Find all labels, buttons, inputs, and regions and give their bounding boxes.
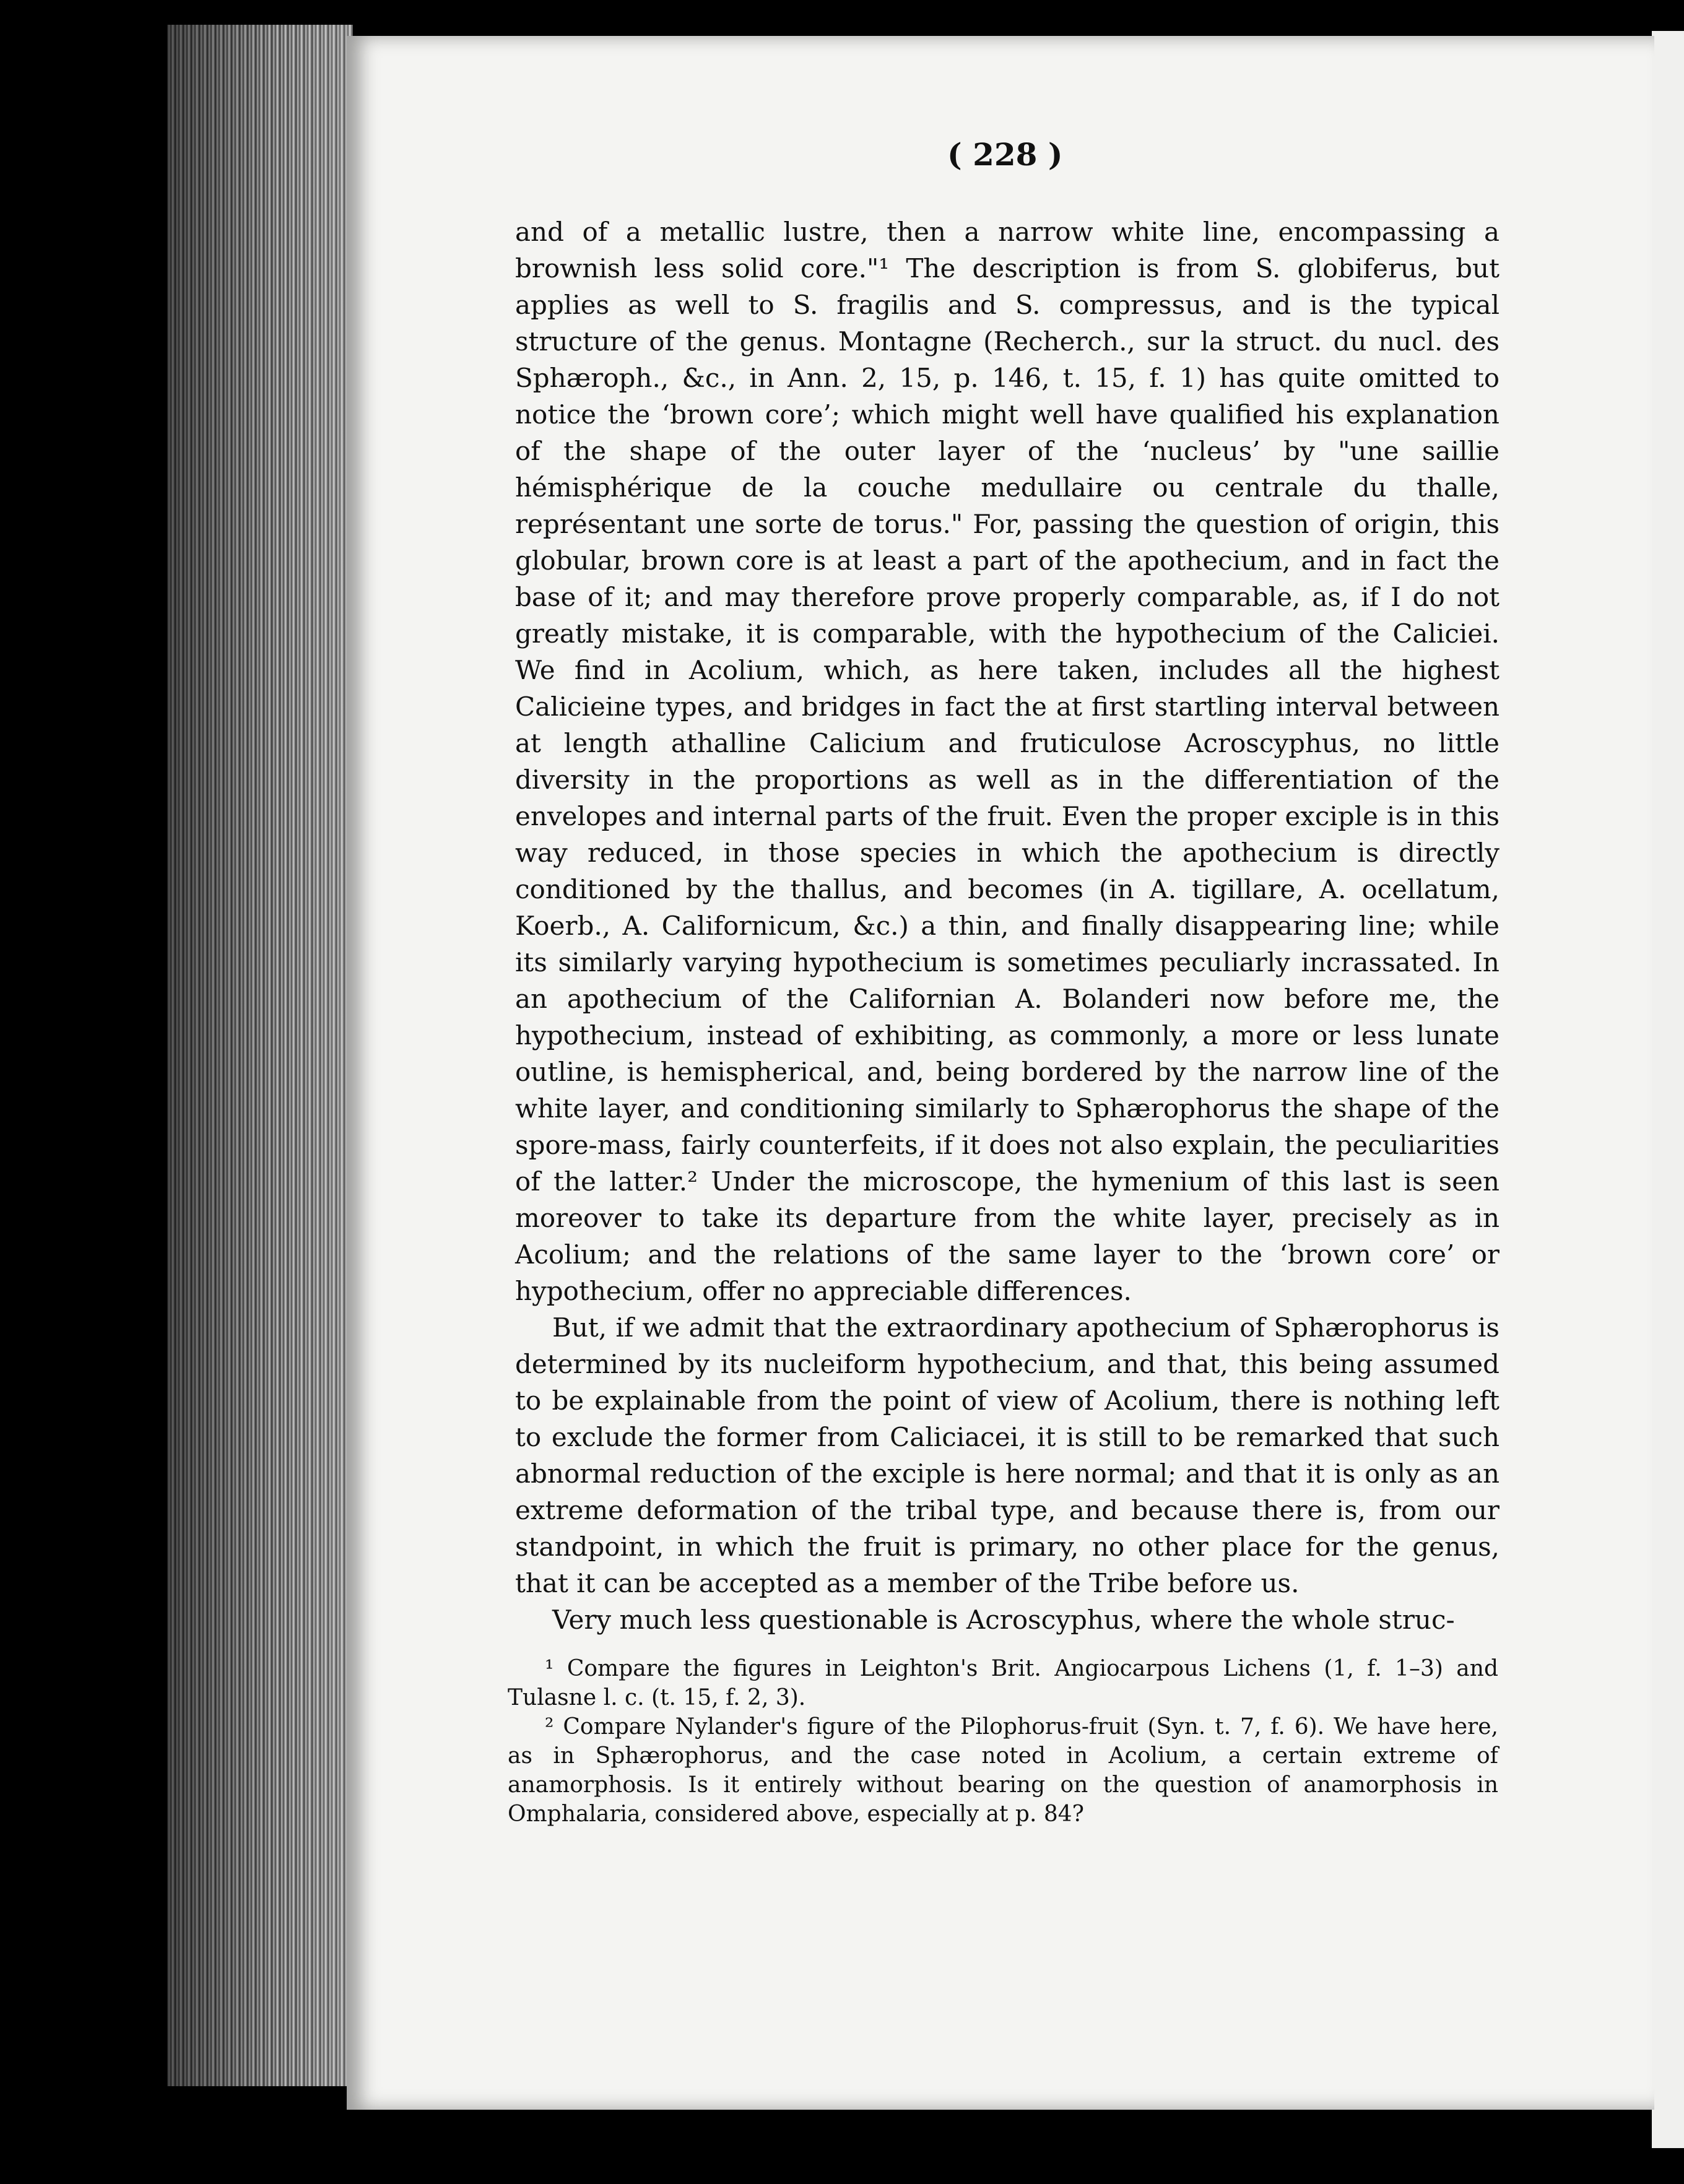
paragraph-3: Very much less questionable is Acroscyphus, where the whole struc- — [552, 1605, 1455, 1635]
page-number: ( 228 ) — [947, 136, 1063, 173]
footnote-1: ¹ Compare the figures in Leighton's Brit. Angiocarpous Lichens (1, f. 1–3) and Tulasne l. c. (t. 15, f. 2, 3). — [508, 1656, 1498, 1710]
facing-page-edge — [1652, 31, 1684, 2148]
paragraph-2: But, if we admit that the extraordinary apothecium of Sphærophorus is determined by its nucleiform hypothecium, and that, this being assumed to be explainable from the point of view of Acolium, there is nothing left to exclude the former from Caliciacei, it is still to be remarked that such abnormal reduction of the exciple is here normal; and that it is only as an extreme deformation of the tribal type, and because there is, from our standpoint, in which the fruit is primary, no other place for the genus, that it can be accepted as a member of the Tribe before us. — [515, 1312, 1500, 1598]
footnote-2: ² Compare Nylander's figure of the Pilophorus-fruit (Syn. t. 7, f. 6). We have here, as in Sphærophorus, and the case noted in Acolium, a certain extreme of anamorphosis. Is it entirely without bearing on the question of anamorphosis in Omphalaria, considered above, especially at p. 84? — [508, 1714, 1498, 1827]
footnotes — [508, 1654, 1498, 1829]
paragraph-1: and of a metallic lustre, then a narrow white line, encompassing a brownish less solid core."¹ The description is from S. globiferus, but applies as well to S. fragilis and S. compressus, and is the typical structure of the genus. Montagne (Recherch., sur la struct. du nucl. des Sphæroph., &c., in Ann. 2, 15, p. 146, t. 15, f. 1) has quite omitted to notice the ‘brown core’; which might well have qualified his explanation of the shape of the outer layer of the ‘nucleus’ by "une saillie hémisphérique de la couche medullaire ou centrale du thalle, représentant une sorte de torus." For, passing the question of origin, this globular, brown core is at least a part of the apothecium, and in fact the base of it; and may therefore prove properly comparable, as, if I do not greatly mistake, it is comparable, with the hypothecium of the Caliciei. We find in Acolium, which, as here taken, includes all the highest Calicieine types, and bridges in fact the at first startling interval between at length athalline Calicium and fruticulose Acroscyphus, no little diversity in the proportions as well as in the differentiation of the envelopes and internal parts of the fruit. Even the proper exciple is in this way reduced, in those species in which the apothecium is directly conditioned by the thallus, and becomes (in A. tigillare, A. ocellatum, Koerb., A. Californicum, &c.) a thin, and finally disappearing line; while its similarly varying hypothecium is sometimes peculiarly incrassated. In an apothecium of the Californian A. Bolanderi now before me, the hypothecium, instead of exhibiting, as commonly, a more or less lunate outline, is hemispherical, and, being bordered by the narrow line of the white layer, and conditioning similarly to Sphærophorus the shape of the spore-mass, fairly counterfeits, if it does not also explain, the peculiarities of the latter.² Under the microscope, the hymenium of this last is seen moreover to take its departure from the white layer, precisely as in Acolium; and the relations of the same layer to the ‘brown core’ or hypothecium, offer no appreciable differences. — [515, 217, 1500, 1306]
book-page-edges — [167, 25, 353, 2086]
body-text — [515, 214, 1500, 1638]
